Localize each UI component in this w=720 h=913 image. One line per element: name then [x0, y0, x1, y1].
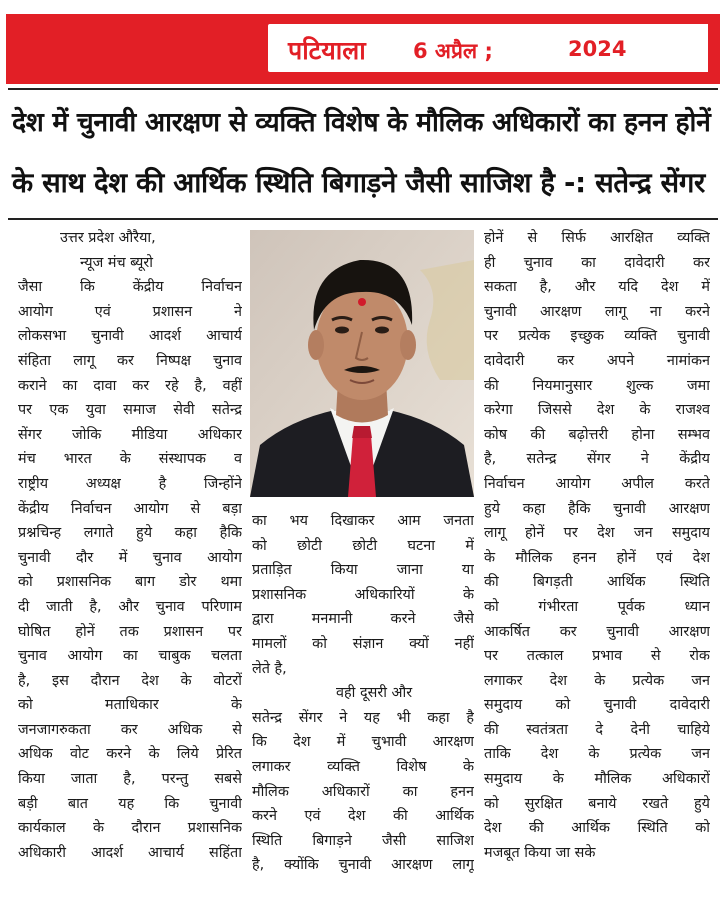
article-text-line: संहिता लागू कर निष्पक्ष चुनाव: [18, 352, 242, 369]
article-text-line: है, क्योंकि चुनावी आरक्षण लागू: [252, 857, 474, 874]
masthead-banner: [6, 14, 720, 84]
article-text-line: के मौलिक हनन होनें एवं देश: [484, 549, 710, 566]
article-text-line: चुनाव आयोग का चाबुक चलता: [18, 648, 242, 665]
article-text-line: कि देश में चुभावी आरक्षण: [252, 734, 474, 751]
article-text-line: दावेदारी कर अपने नामांकन: [484, 352, 710, 369]
article-text-line: करेगा जिससे देश के राजश्व: [484, 402, 710, 419]
article-text-line: को गंभीरता पूर्वक ध्यान: [484, 598, 710, 615]
article-text-line: है, सतेन्द्र सेंगर ने केंद्रीय: [484, 451, 710, 468]
dateline: [268, 24, 708, 72]
publication-year: 2024: [568, 37, 627, 61]
article-text-line: वही दूसरी और: [336, 685, 413, 702]
portrait-illustration: [250, 230, 474, 497]
article-text-line: पर एक युवा समाज सेवी सतेन्द्र: [18, 402, 242, 419]
article-text-line: पर तत्काल प्रभाव से रोक: [484, 648, 710, 665]
article-text-line: की बिगड़ती आर्थिक स्थिति: [484, 574, 710, 591]
article-text-line: आकर्षित कर चुनावी आरक्षण: [484, 623, 710, 640]
top-rule: [8, 88, 718, 90]
article-text-line: पर प्रत्येक इच्छुक व्यक्ति चुनावी: [484, 328, 710, 345]
byline-bureau: न्यूज मंच ब्यूरो: [80, 254, 153, 271]
article-text-line: लगाकर व्यक्ति विशेष के: [252, 758, 474, 775]
article-text-line: चुनावी दौर में चुनाव आयोग: [18, 549, 242, 566]
article-text-line: सतेन्द्र सेंगर ने यह भी कहा है: [252, 709, 474, 726]
headline-line-1: देश में चुनावी आरक्षण से व्यक्ति विशेष के मौलिक अधिकारों का हनन होनें: [12, 107, 711, 138]
article-column-1: [18, 226, 242, 865]
article-text-line: मजबूत किया जा सके: [484, 844, 596, 861]
article-text-line: मंच भारत के संस्थापक व: [18, 451, 242, 468]
article-text-line: लागू होनें पर देश जन समुदाय: [484, 525, 710, 542]
author-photo: [250, 230, 474, 497]
article-text-line: मौलिक अधिकारों का हनन: [252, 783, 474, 800]
article-text-line: को सुरक्षित बनाये रखते हुये: [484, 795, 710, 812]
article-text-line: को छोटी छोटी घटना में: [252, 537, 474, 554]
article-text-line: है, इस दौरान देश के वोटरों: [18, 672, 242, 689]
article-text-line: किया जाता है, परन्तु सबसे: [18, 771, 242, 788]
article-text-line: अधिकारी आदर्श आचार्य सहिंता: [18, 844, 242, 861]
article-text-line: कोष की बढ़ोत्तरी होना सम्भव: [484, 426, 710, 443]
article-text-line: अधिक वोट करने के लिये प्रेरित: [18, 746, 242, 763]
article-text-line: जैसा कि केंद्रीय निर्वाचन: [18, 279, 242, 296]
article-text-line: राष्ट्रीय अध्यक्ष है जिन्होंने: [18, 475, 242, 492]
article-text-line: स्थिति बिगाड़ने जैसी साजिश: [252, 832, 474, 849]
article-text-line: प्रताड़ित किया जाना या: [252, 562, 474, 579]
article-text-line: समुदाय के मौलिक अधिकारों: [484, 771, 710, 788]
article-text-line: ताकि देश के प्रत्येक जन: [484, 746, 710, 763]
article-text-line: जनजागरुकता कर अधिक से: [18, 721, 242, 738]
article-text-line: समुदाय को चुनावी दावेदारी: [484, 697, 710, 714]
article-text-line: हुये कहा हैकि चुनावी आरक्षण: [484, 500, 710, 517]
article-text-line: कार्यकाल के दौरान प्रशासनिक: [18, 820, 242, 837]
article-text-line: केंद्रीय निर्वाचन आयोग से बड़ा: [18, 500, 242, 517]
article-text-line: द्वारा मनमानी करने जैसे: [252, 611, 474, 628]
article-text-line: करने एवं देश की आर्थिक: [252, 808, 474, 825]
article-text-line: का भय दिखाकर आम जनता: [252, 513, 474, 529]
article-text-line: कराने का दावा कर रहे है, वहीं: [18, 377, 242, 394]
city-name: पटियाला: [288, 36, 366, 65]
article-text-line: सेंगर जोकि मीडिया अधिकार: [18, 426, 242, 443]
article-text-line: बड़ी बात यह कि चुनावी: [18, 795, 242, 812]
publication-date: 6 अप्रैल ;: [413, 39, 493, 63]
article-text-line: मामलों को संज्ञान क्यों नहीं: [252, 635, 474, 652]
article-text-line: प्रशासनिक अधिकारियों के: [252, 586, 474, 603]
headline-line-2: के साथ देश की आर्थिक स्थिति बिगाड़ने जैसी साजिश है -: सतेन्द्र सेंगर: [12, 167, 705, 199]
article-text-line: लेते है,: [252, 660, 287, 677]
article-text-line: को प्रशासनिक बाग डोर थमा: [18, 574, 242, 591]
article-text-line: लोकसभा चुनावी आदर्श आचार्य: [18, 328, 242, 345]
article-column-2: [252, 509, 474, 878]
article-text-line: प्रश्नचिन्ह लगाते हुये कहा हैकि: [18, 525, 242, 542]
article-text-line: होनें से सिर्फ आरक्षित व्यक्ति: [484, 230, 710, 246]
article-text-line: आयोग एवं प्रशासन ने: [18, 303, 242, 320]
article-text-line: निर्वाचन आयोग अपील करते: [484, 475, 710, 492]
article-text-line: की स्वतंत्रता दे देनी चाहिये: [484, 721, 710, 738]
article-text-line: लगाकर देश के प्रत्येक जन: [484, 672, 710, 689]
article-text-line: चुनावी आरक्षण लागू ना करने: [484, 303, 710, 320]
article-text-line: की नियमानुसार शुल्क जमा: [484, 377, 710, 394]
headline-rule: [8, 218, 718, 220]
article-text-line: ही चुनाव का दावेदारी कर: [484, 254, 710, 271]
article-text-line: देश की आर्थिक स्थिति को: [484, 820, 710, 837]
article-text-line: घोषित होनें तक प्रशासन पर: [18, 623, 242, 640]
byline-place: उत्तर प्रदेश औरैया,: [60, 230, 156, 246]
article-column-3: [484, 226, 710, 865]
article-text-line: को मताधिकार के: [18, 697, 242, 714]
article-text-line: सकता है, और यदि देश में: [484, 279, 710, 296]
article-text-line: दी जाती है, और चुनाव परिणाम: [18, 598, 242, 615]
